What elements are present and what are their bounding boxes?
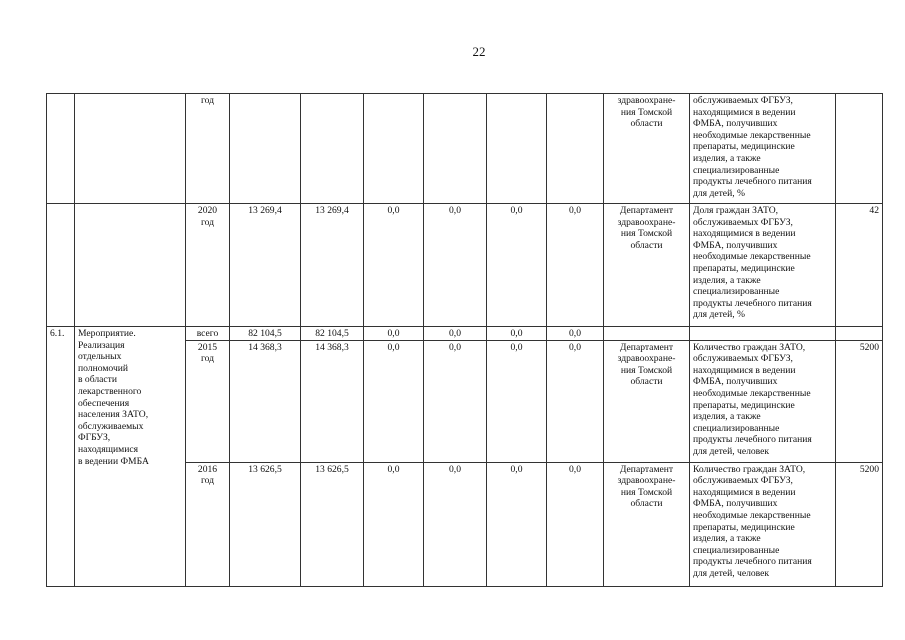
year-cell: 2020 год [186, 204, 230, 327]
activity-name-cell [75, 94, 186, 204]
program-table [46, 93, 883, 587]
target-value-cell [836, 327, 883, 341]
other-cell: 0,0 [487, 462, 547, 586]
target-value-cell: 5200 [836, 462, 883, 586]
row-number-cell [47, 204, 75, 327]
federal-cell: 13 269,4 [301, 204, 364, 327]
year-cell: всего [186, 327, 230, 341]
extra-cell [547, 94, 604, 204]
executor-cell: здравоохране- ния Томской области [604, 94, 690, 204]
regional-cell: 0,0 [364, 204, 424, 327]
indicator-cell: Количество граждан ЗАТО, обслуживаемых ФГБУЗ, находящимися в ведении ФМБА, получивших необходимые лекарственные препараты, медицинские изделия, а также специализированные продукты лечебного питания для детей, человек [690, 462, 836, 586]
activity-name-cell [75, 204, 186, 327]
other-cell: 0,0 [487, 204, 547, 327]
total-cell: 13 626,5 [230, 462, 301, 586]
local-cell: 0,0 [424, 204, 487, 327]
year-cell: год [186, 94, 230, 204]
total-cell: 13 269,4 [230, 204, 301, 327]
other-cell [487, 94, 547, 204]
executor-cell: Департамент здравоохране- ния Томской области [604, 204, 690, 327]
table-row [47, 327, 883, 341]
page-number: 22 [472, 44, 486, 59]
local-cell [424, 94, 487, 204]
local-cell: 0,0 [424, 462, 487, 586]
row-number-cell [47, 94, 75, 204]
regional-cell: 0,0 [364, 462, 424, 586]
indicator-cell: обслуживаемых ФГБУЗ, находящимися в ведении ФМБА, получивших необходимые лекарственные препараты, медицинские изделия, а также специализированные продукты лечебного питания для детей, % [690, 94, 836, 204]
extra-cell: 0,0 [547, 327, 604, 341]
year-cell: 2015 год [186, 340, 230, 462]
table-row [47, 94, 883, 204]
executor-cell [604, 327, 690, 341]
target-value-cell [836, 94, 883, 204]
local-cell: 0,0 [424, 340, 487, 462]
local-cell: 0,0 [424, 327, 487, 341]
executor-cell: Департамент здравоохране- ния Томской области [604, 462, 690, 586]
federal-cell: 14 368,3 [301, 340, 364, 462]
table-row [47, 204, 883, 327]
year-cell: 2016 год [186, 462, 230, 586]
indicator-cell [690, 327, 836, 341]
regional-cell: 0,0 [364, 340, 424, 462]
extra-cell: 0,0 [547, 204, 604, 327]
target-value-cell: 42 [836, 204, 883, 327]
other-cell: 0,0 [487, 327, 547, 341]
total-cell: 82 104,5 [230, 327, 301, 341]
indicator-cell: Количество граждан ЗАТО, обслуживаемых ФГБУЗ, находящимися в ведении ФМБА, получивших необходимые лекарственные препараты, медицинские изделия, а также специализированные продукты лечебного питания для детей, человек [690, 340, 836, 462]
executor-cell: Департамент здравоохране- ния Томской области [604, 340, 690, 462]
extra-cell: 0,0 [547, 462, 604, 586]
activity-name-cell: Мероприятие. Реализация отдельных полномочий в области лекарственного обеспечения населения ЗАТО, обслуживаемых ФГБУЗ, находящимися в ведении ФМБА [75, 327, 186, 587]
other-cell: 0,0 [487, 340, 547, 462]
regional-cell [364, 94, 424, 204]
federal-cell [301, 94, 364, 204]
total-cell [230, 94, 301, 204]
federal-cell: 82 104,5 [301, 327, 364, 341]
indicator-cell: Доля граждан ЗАТО, обслуживаемых ФГБУЗ, находящимися в ведении ФМБА, получивших необходимые лекарственные препараты, медицинские изделия, а также специализированные продукты лечебного питания для детей, % [690, 204, 836, 327]
row-number-cell: 6.1. [47, 327, 75, 587]
extra-cell: 0,0 [547, 340, 604, 462]
regional-cell: 0,0 [364, 327, 424, 341]
federal-cell: 13 626,5 [301, 462, 364, 586]
target-value-cell: 5200 [836, 340, 883, 462]
total-cell: 14 368,3 [230, 340, 301, 462]
